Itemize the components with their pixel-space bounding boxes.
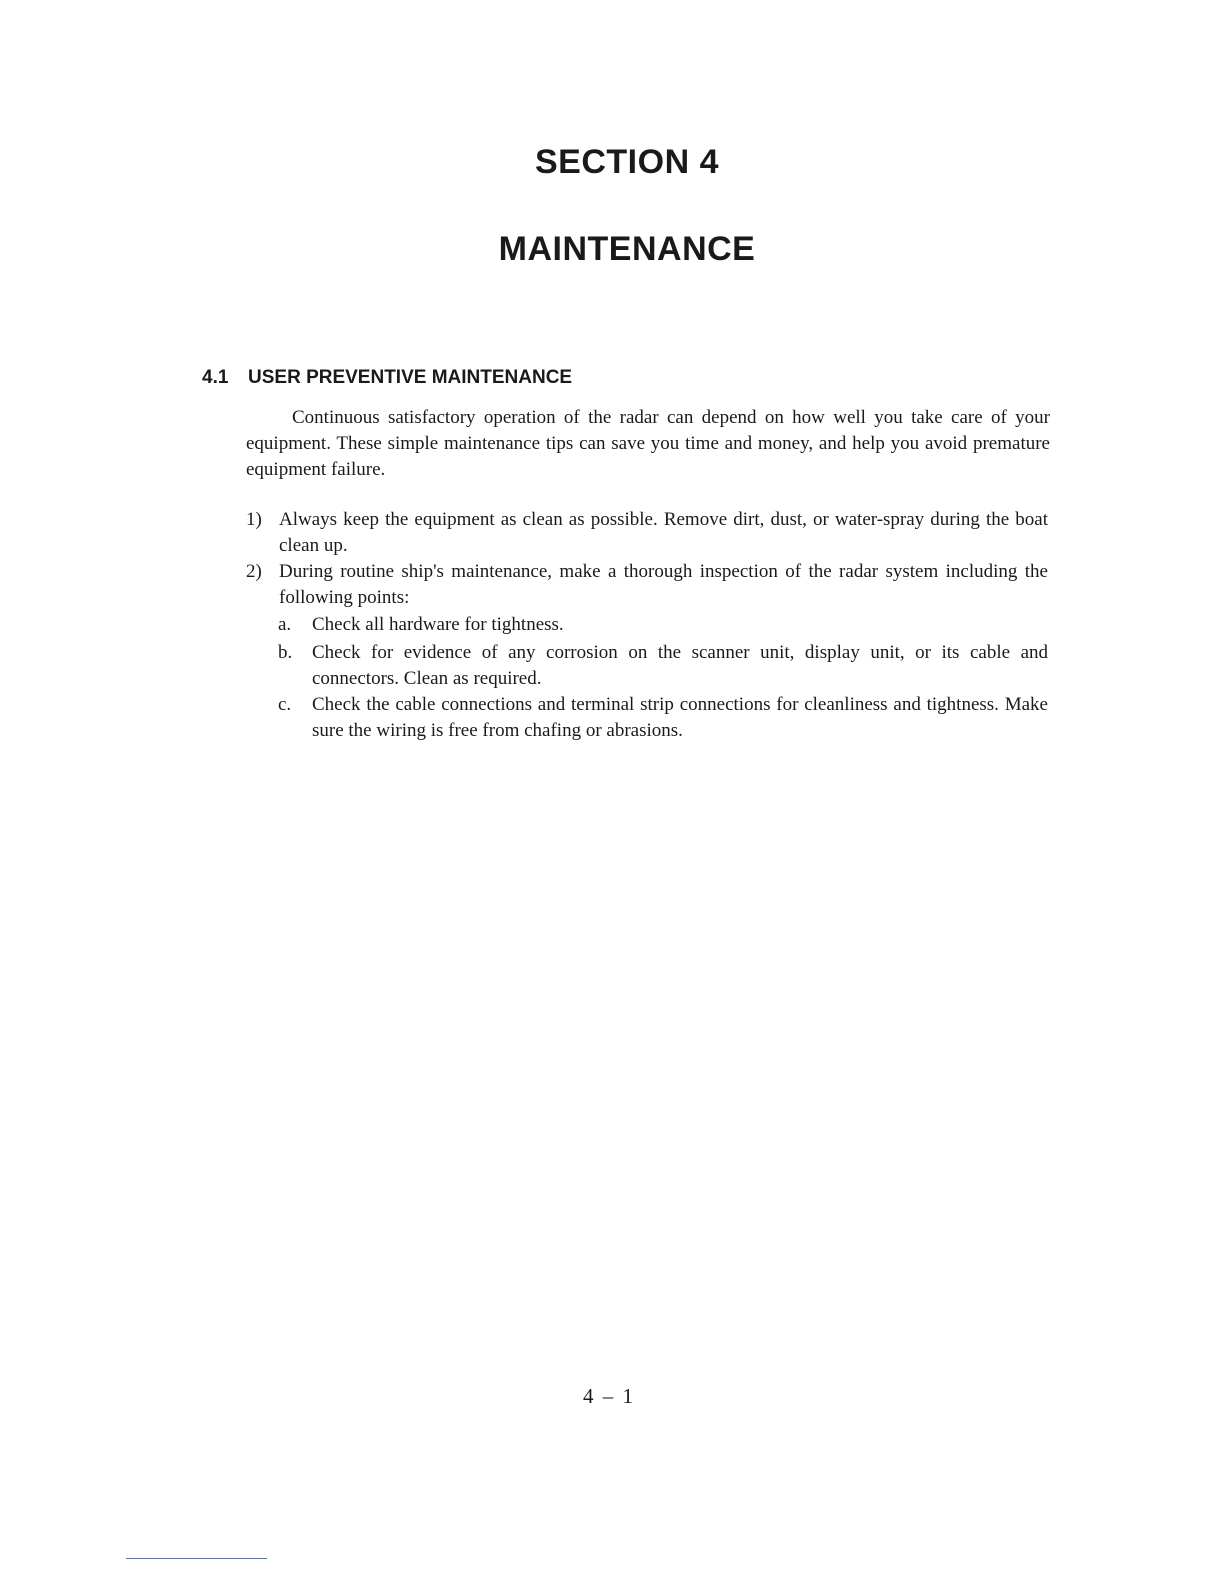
subsection-title: USER PREVENTIVE MAINTENANCE (248, 367, 573, 388)
footer-divider (126, 1558, 267, 1559)
sub-item-text: Check the cable connections and terminal strip connections for cleanliness and tightness. Make sure the wiring is free from chafing or abrasions. (312, 694, 1048, 741)
subsection-number: 4.1 (202, 367, 229, 388)
subsection-heading (202, 367, 572, 389)
sub-item-text: Check all hardware for tightness. (312, 614, 564, 635)
list-item-marker: 2) (246, 561, 262, 582)
intro-paragraph: Continuous satisfactory operation of the radar can depend on how well you take care of your equipment. These simple maintenance tips can save you time and money, and help you avoid premature equipment failure. (246, 407, 1050, 480)
page-number: 4 – 1 (583, 1384, 633, 1408)
list-item-text: Always keep the equipment as clean as possible. Remove dirt, dust, or water-spray during the boat clean up. (279, 509, 1048, 556)
sub-item-marker: b. (278, 642, 293, 663)
sub-item-b (278, 640, 1048, 692)
sub-item-text: Check for evidence of any corrosion on the scanner unit, display unit, or its cable and connectors. Clean as required. (312, 642, 1048, 689)
list-item-marker: 1) (246, 509, 262, 530)
sub-item-a (278, 612, 1048, 638)
sub-item-marker: a. (278, 614, 292, 635)
section-number: SECTION 4 (535, 143, 719, 181)
section-title: MAINTENANCE (498, 230, 756, 268)
list-item-1 (246, 507, 1048, 559)
list-item-text: During routine ship's maintenance, make a thorough inspection of the radar system including the following points: (279, 561, 1048, 608)
list-item-2 (246, 559, 1048, 611)
sub-item-c (278, 692, 1048, 744)
sub-item-marker: c. (278, 694, 292, 715)
